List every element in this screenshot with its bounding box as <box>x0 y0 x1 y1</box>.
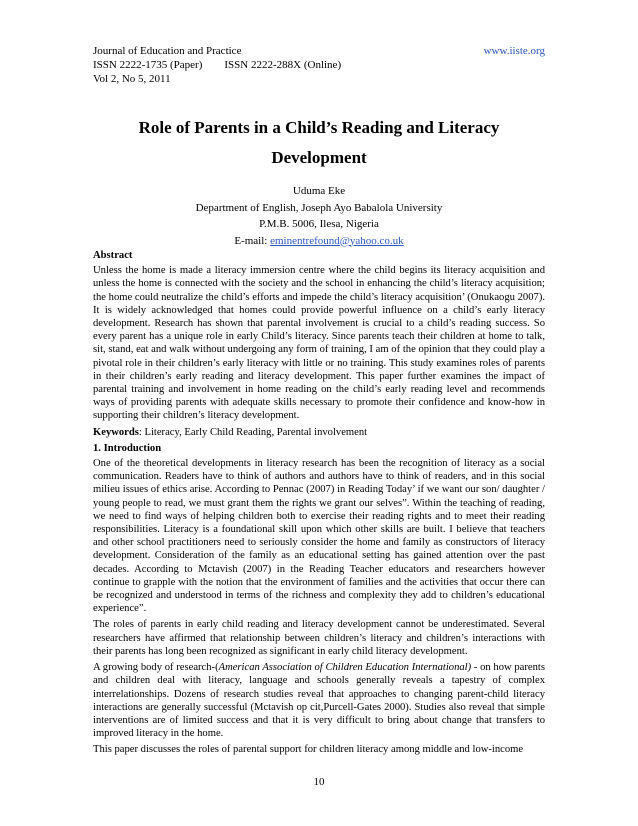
paper-title <box>93 113 545 173</box>
intro-paragraph-2: The roles of parents in early child reading and literacy development cannot be underestimated. Several researchers have affirmed that relationship between children’s literacy and children’s interactions with their parents has long been recognized as significant in early child literacy development. <box>93 619 545 657</box>
keywords-text: : Literacy, Early Child Reading, Parental involvement <box>138 426 368 438</box>
author-block <box>93 183 545 249</box>
journal-name: Journal of Education and Practice <box>93 45 242 57</box>
issn-online: ISSN 2222-288X (Online) <box>224 59 342 71</box>
journal-header <box>93 44 545 86</box>
volume-info: Vol 2, No 5, 2011 <box>93 73 171 85</box>
issn-paper: ISSN 2222-1735 (Paper) <box>93 59 203 71</box>
keywords-line <box>93 426 545 439</box>
author-name: Uduma Eke <box>292 185 346 197</box>
p3-start: A growing body of research-( <box>93 662 219 674</box>
intro-paragraph-4: This paper discusses the roles of parental support for children literacy among middle and low-income <box>93 744 524 756</box>
author-email-link[interactable]: eminentrefound@yahoo.co.uk <box>270 234 404 247</box>
journal-website[interactable]: www.iiste.org <box>483 45 545 57</box>
email-label: E-mail: <box>234 234 268 247</box>
p3-rest: - on how parents and children deal with literacy, language and schools generally reveals a tapestry of complex interrelationships. Dozens of research studies reveal that approaches to changing parent-child literacy interactions are generally successful (Mctavish op cit,Purcell-Gates 2000). Studies also reveal that simple interventions are of limited success and that it is very difficult to bring about change that transfers to improved literacy in the home. <box>93 662 545 740</box>
p3-italic-citation: American Association of Children Education International) <box>218 662 472 674</box>
abstract-heading: Abstract <box>93 250 133 261</box>
intro-paragraph-1: One of the theoretical developments in literacy research has been the recognition of literacy as a social communication. Readers have to think of authors and authors have to think of readers, and in this social milieu issues of ethics arise. According to Pennac (2007) in Reading Today’ if we want our son/ daughter / young people to read, we must grant them the rights we grant our selves”. Within the teaching of reading, we need to find ways of helping children both to exercise their reading rights and to meet their reading responsibilities. Literacy is a foundational skill upon which other skills are built. I believe that teachers and other school practitioners need to seriously consider the home and family as constructors of literacy development. Consideration of the family as an educational setting has gained attention over the past decades. According to Mctavish (2007) in the Reading Teacher educators and researchers however continue to grapple with the notion that the environment of families and the activities that occur there can be recognized and understood in terms of the richness and complexity they add to children’s educational experience”. <box>93 458 545 615</box>
intro-paragraph-3 <box>93 661 545 740</box>
introduction-heading: 1. Introduction <box>93 442 162 454</box>
title-line-1: Role of Parents in a Child’s Reading and Literacy <box>138 118 500 137</box>
page-number: 10 <box>313 776 325 788</box>
author-email-line <box>93 233 545 250</box>
author-department: Department of English, Joseph Ayo Babalola University <box>195 201 443 214</box>
keywords-label: Keywords <box>93 426 139 438</box>
paper-body <box>93 249 545 760</box>
abstract-text: Unless the home is made a literacy immersion centre where the child begins its literacy acquisition and unless the home is connected with the society and the school in enhancing the child’s literacy acquisition; the home could neutralize the child’s efforts and impede the child’s literacy acquisition’ (Onukaogu 2007). It is widely acknowledged that homes could provide powerful influence on a child’s early literacy development. Research has shown that parental involvement is crucial to a child’s reading success. So every parent has a unique role in early Child’s literacy. Since parents teach their children at home to talk, sit, stand, eat and walk without undergoing any form of training, I am of the opinion that they could play a pivotal role in their children’s early literacy with little or no training. This study examines roles of parents in their children’s early reading and literacy development. This paper further examines the impact of parental training and involvement in home reading on the child’s early reading level and recommends ways of providing parents with adequate skills necessary to promote their confidence and know-how in supporting their children’s literacy development. <box>93 265 545 422</box>
author-address: P.M.B. 5006, Ilesa, Nigeria <box>259 218 379 230</box>
title-line-2: Development <box>271 148 367 167</box>
